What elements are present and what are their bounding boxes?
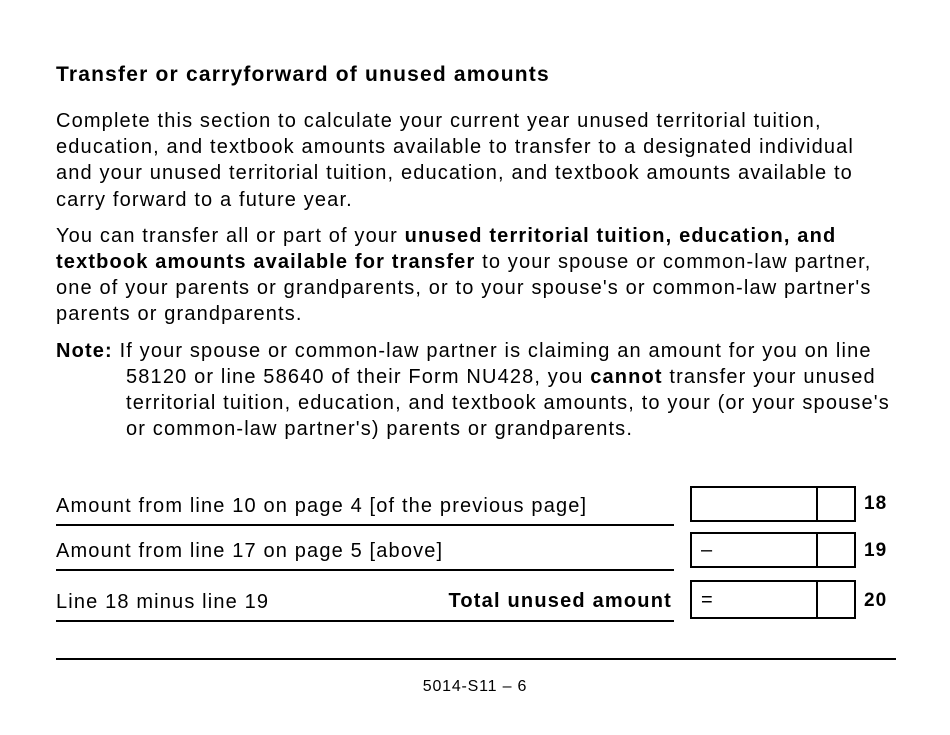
- equals-sign: =: [701, 589, 713, 611]
- section-title: Transfer or carryforward of unused amounts: [56, 63, 550, 86]
- minus-sign: –: [701, 539, 713, 561]
- footer-divider: [56, 658, 896, 660]
- note-text-end: transfer your unused territorial tuition, education, and textbook amounts, to your (or your spouse's or common-law partner's) parents or grandparents.: [126, 365, 890, 441]
- note-paragraph: [56, 338, 896, 443]
- row-label: Amount from line 17 on page 5 [above]: [56, 540, 444, 562]
- cents-divider: [816, 488, 818, 520]
- note-text-bold: cannot: [590, 365, 663, 388]
- row-label: Line 18 minus line 19: [56, 591, 270, 613]
- cents-divider: [816, 534, 818, 566]
- instructions-paragraph: Complete this section to calculate your current year unused territorial tuition, education, and textbook amounts available to transfer to a designated individual and your unused territorial tuition, education, and textbook amounts available to carry forward to a future year.: [56, 110, 855, 211]
- amount-field-line-18[interactable]: [690, 486, 856, 522]
- line-number: 18: [864, 493, 888, 514]
- row-label: Amount from line 10 on page 4 [of the previous page]: [56, 495, 588, 517]
- transfer-paragraph: [56, 223, 896, 328]
- row-label-area: [56, 486, 674, 526]
- transfer-text-end: to your spouse or common-law partner, one of your parents or grandparents, or to your spouse's or common-law partner's parents or grandparents.: [56, 251, 872, 326]
- note-label: Note:: [56, 339, 113, 362]
- row-label-area: [56, 582, 674, 622]
- amount-field-line-20[interactable]: [690, 580, 856, 619]
- transfer-text-bold: unused territorial tuition, education, and textbook amounts available for transfer: [56, 224, 837, 274]
- form-section: [56, 60, 896, 442]
- row-label-area: [56, 531, 674, 571]
- cents-divider: [816, 582, 818, 617]
- amount-field-line-19[interactable]: [690, 532, 856, 568]
- note-text-start: If your spouse or common-law partner is claiming an amount for you on line 58120 or line 58640 of their Form NU428, you: [112, 339, 872, 388]
- transfer-text-start: You can transfer all or part of your: [56, 224, 405, 247]
- line-number: 20: [864, 590, 888, 611]
- form-page-id: 5014-S11 – 6: [422, 678, 528, 695]
- total-unused-amount-label: Total unused amount: [448, 590, 672, 612]
- line-number: 19: [864, 540, 888, 561]
